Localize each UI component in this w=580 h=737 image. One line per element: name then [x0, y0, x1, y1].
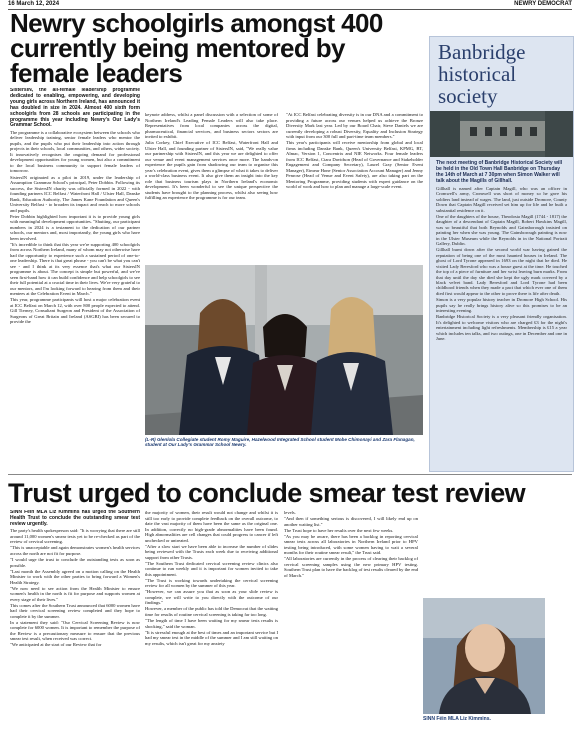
body-paragraph: "And then if something serious is discovered, I will likely end up on another waiting list." — [284, 516, 418, 527]
gillhall-photo — [430, 111, 573, 157]
body-paragraph: "It's incredible to think that this year we're supporting 400 schoolgirls from across Northern Ireland, many of whom may not otherwise have had the opportunity to experience such a sustained period of one-to-one leadership. There is that great phrase - you can't be what you can't see - and I think at its very essence that's what our SistersIN programme is about. The concept is simple but powerful, and we've seen first-hand how it can build confidence and help schoolgirls to see their full potential at a crucial time in their lives. We're very grateful to our mentors, and I'm looking forward to hearing from them and their mentees at the Celebration Event in March." — [10, 241, 140, 297]
body-paragraph: "We anticipated at the start of our Review that for — [10, 642, 102, 648]
sidebar-body — [436, 186, 567, 341]
liz-kimmins-portrait — [423, 598, 545, 714]
story1-column-2 — [145, 112, 278, 262]
story1-column-3 — [286, 112, 423, 262]
issue-date: 16 March 12, 2024 — [8, 1, 60, 7]
section-divider — [8, 474, 572, 475]
portrait-caption: SINN Féin MLA Liz Kimmins. — [423, 716, 491, 722]
body-paragraph: The Trust hope to have her results over the next few weeks. — [284, 527, 394, 533]
body-paragraph: "The length of time I have been waiting for my smear tests results is shocking," said the woman. — [145, 618, 278, 629]
students-photo-image — [145, 265, 423, 435]
body-paragraph: "After a slow start we have been able to increase the number of slides being reviewed with the Trusts each week due to receiving additional support from other Trusts. — [145, 543, 278, 560]
body-paragraph: "However, we can assure you that as soon as your slide review is complete, we will write to you directly with the outcome of our findings." — [145, 589, 278, 606]
story1-column-1 — [10, 88, 140, 470]
story1-lead-paragraph: SistersIN, the all-female leadership programme dedicated to enabling, empowering, and developing young girls across Northern Ireland, has announced it has doubled in size in 2024. Almost 400 sixth form schoolgirls from 28 schools are participating in the programme this year including Newry's Our Lady's Grammar School. — [10, 88, 140, 129]
body-paragraph: "The Trust is working towards undertaking the cervical screening review for all women by the summer of this year. — [145, 577, 278, 589]
body-paragraph: SistersIN originated as a pilot in 2019, under the leadership of Assumption Grammar School's principal, Peter Dobbin. Following its success, the SistersIN charity was officially formed in 2022 - with founding partners ICC Belfast / Waterfront Hall / Ulster Hall, Danske Bank, Education Authority, The James Kane Foundation and Queen's University Belfast - to broaden its impact and reach to more schools and pupils. — [10, 174, 140, 213]
body-paragraph: "It is stressful enough at the best of times and an important service but I had my smear test in the middle of the summer and I am still waiting on my results, which isn't great for my anxiety — [145, 629, 278, 646]
story2-column-3 — [284, 510, 418, 732]
body-paragraph: This comes after the Southern Trust announced that 6000 women have had their cervical screening review completed and they hope to complete it by the summer. — [10, 602, 140, 619]
body-paragraph: However, a member of the public has told the Democrat that the waiting time for results of routine cervical screening is taking far too long. — [145, 606, 278, 617]
banbridge-sidebar — [429, 36, 574, 472]
sidebar-paragraph: One of the daughters of the house, Theodosia Magill (1744 - 1817) the daughter of a descendant of Captain Magill, Robert Hawkins Magill, was so beautiful that both Reynolds and Gainsborough insisted on painting her when she was young. The Gainsborough painting is now in the Ulster Museum while the Reynolds in in the National Portrait Gallery, Dublin. — [436, 214, 567, 247]
story1-headline: Newry schoolgirls amongst 400 currently being mentored by female leaders — [10, 8, 383, 88]
body-paragraph: Julia Corkey, Chief Executive of ICC Belfast, Waterfront Hall and Ulster Hall, and founding partner of SistersIN, said, "We really value our partnership with SistersIN, and this year we are delighted to offer our venue and event management services once more. The hands-on experience the pupils gain from shadowing our team to organise this year's celebration event, gives them a glimpse of what it takes to deliver a world-class business event. It also give them an insight into the key role that business tourism plays in Northern Ireland's economic development. It's been wonderful to see the unique perspective the students have brought to the planning process, whilst also seeing how fulfilling an experience the programme is for our team. — [145, 140, 278, 201]
story2-column-1 — [10, 510, 140, 732]
body-paragraph: "The Southern Trust dedicated cervical screening review clinics also continue to run weekly and it is important for women invited to take this appointment. — [145, 560, 278, 577]
gillhall-photo-image — [430, 111, 573, 157]
sidebar-paragraph: Gillhall is named after Captain Magill, who was an officer in Cromwell's army, Cromwell was short of money so he gave his soldiers land instead of wages. The land, just outside Dromore, County Down that Captain Magill received set him up for life and he built a substantial residence on it. — [436, 186, 567, 213]
sidebar-paragraph: Banbridge Historical Society is a very pleasant friendly organisation. It's delighted to welcome visitors who are charged £3 for the night's entertainment including light refreshments. Membership is £15 a year which includes ten talks, and two outings, one in December and one in June. — [436, 314, 567, 341]
sidebar-lead: The next meeting of Banbridge Historical Society will be held in the Old Town Hall Banbridge on Thursday the 14th of March at 7 30pm when Simon Walker will talk about the Magills of Gillhall. — [436, 160, 563, 184]
body-paragraph: the majority of women, their result would not change and whilst it is still too early to provide complete feedback on the overall outcome, to date the vast majority of them have been the same as the original one. In addition, correctly no high-grade abnormalities have been found. High abnormalities are cell changes that could progress to cancer if left unchecked or untreated. — [145, 510, 278, 543]
sidebar-title: Banbridge historical society — [438, 40, 526, 108]
photo-caption: (L-R) Glenlola Collegiate student Romy Maguire, Hazelwood Integrated School student Mobe Chimonayi and Zara Flanagan, student at Our Lady's Grammar School Newry. — [145, 437, 415, 448]
story2-headline: Trust urged to conclude smear test review — [8, 478, 526, 508]
story2-lead-paragraph: SINN Féin MLA Liz Kimmins has urged the Southern Health Trust to conclude the outstanding smear test review urgently. — [10, 510, 140, 527]
students-photo — [145, 265, 423, 435]
sidebar-paragraph: Simon is a very popular history teacher in Dromore High School. His pupils say he really brings history alive so this promises to be an interesting evening. — [436, 297, 567, 313]
body-paragraph: "As you may be aware, there has been a backlog in reporting cervical smear tests across all laboratories in Northern Ireland prior to HPV testing being introduced, with some women having to wait a several months for their routine smear result," the Trust said. — [284, 533, 418, 556]
portrait-image — [423, 598, 545, 714]
body-paragraph: This year's participants will receive mentorship from global and local firms including Danske Bank, Queen's University Belfast, KPMG, BT, Almac, Version 1, Concentrix and NIE Networks. Four female leaders from ICC Belfast, Ciara Davidson (Head of Governance and Stakeholder Engagement and Company Secretary), Laurel Gray (Senior Event Manager), Eimear Hone (Senior Association Account Manager) and Jenny Penrose (Head of Venue and Event Safety), are also taking part on the Mentoring Programme, providing students with expert guidance on the world of work and how to plan and manage a large-scale event. — [286, 140, 423, 190]
body-paragraph: "This is unacceptable and again demonstrates women's health services across the north are not fit for purpose. — [10, 545, 140, 556]
body-paragraph: levels. — [284, 510, 296, 515]
body-paragraph: "Last month the Assembly agreed on a motion calling on the Health Minister to work with the other parties to bring forward a Women's Health Strategy. — [10, 568, 140, 585]
body-paragraph: This year, programme participants will host a major celebration event at ICC Belfast on March 12, with over 800 people expected to attend. Gill Tierney, Consultant Surgeon and President of the Association of Surgeons of Great Britain and Ireland (ASGBI) has been secured to provide the — [10, 297, 140, 325]
body-paragraph: "At ICC Belfast celebrating diversity is in our DNA and a commitment to providing a future across our venues helped us achieve the Bronze Diversity Mark last year. Led by our Board Chair, Steve Daniels we are currently developing a robust Diversity, Equality and Inclusion Strategy with input from our 300 full and part-time team members." — [286, 112, 423, 139]
body-paragraph: In a statement they said: "Our Cervical Screening Review is now complete for 6000 women. It is important to remember the purpose of the Review is a precautionary measure to ensure that the previous smear test result, when received was correct. — [10, 619, 140, 642]
paper-name: NEWRY DEMOCRAT — [514, 1, 572, 7]
body-paragraph: keynote address, whilst a panel discussion with a selection of some of Northern Ireland's Leading Female Leaders will also take place. Representatives from local companies across the digital, pharmaceutical, financial services, and business sectors sectors are invited to exhibit. — [145, 112, 278, 139]
body-paragraph: Peter Dobbin highlighted how important it is to provide young girls with meaningful development opportunities. "Shutting, our participant numbers in 2024 is a testament to the dedication of our partner schools, our mentors and, most importantly, the young girls who have been involved. — [10, 213, 140, 241]
body-paragraph: "We now need to see action from the Health Minister to ensure women's health in the north is fit for purpose and supports women at every stage of their lives." — [10, 585, 140, 602]
body-paragraph: The party's health spokesperson said: "It is worrying that there are still around 11,000 women's smear tests yet to be re-checked as part of the review of cervical screening. — [10, 528, 140, 545]
body-paragraph: "All laboratories are currently in the process of clearing their backlog of cervical screening samples using the new primary HPV testing. Southern Trust plan to have the backlog of test results cleared by the end of March." — [284, 556, 418, 578]
body-paragraph: "I would urge the trust to conclude the outstanding tests as soon as possible. — [10, 557, 140, 568]
body-paragraph: The programme is a collaborative ecosystem between the schools who deliver leadership training, senior female leaders who mentor the pupils, and the pupils who put their leadership into action through projects in their schools, local communities, and others, wider society. It innovatively recognises the ongoing demand for professional development opportunities for young women, but also a commitment to the local business community to support female leaders of tomorrow. — [10, 129, 140, 174]
story2-column-2 — [145, 510, 278, 732]
sidebar-paragraph: Gillhall burnt down after the second world war having gained the reputation of being one of the most haunted houses in Ireland. The ghost of Lord Tyrone appeared in 1693 on the night that he died. He visited Lady Beresford who was a house guest at the time. He touched the top of a piece of furniture and her wrist leaving burn marks. From that day until the day she died she kept the ugly mark covered by a black velvet band. Lady Beresford and Lord Tyrone had been childhood friends when they made a pact that which ever one of them died first would appear to the other to prove there is life after death. — [436, 247, 567, 296]
